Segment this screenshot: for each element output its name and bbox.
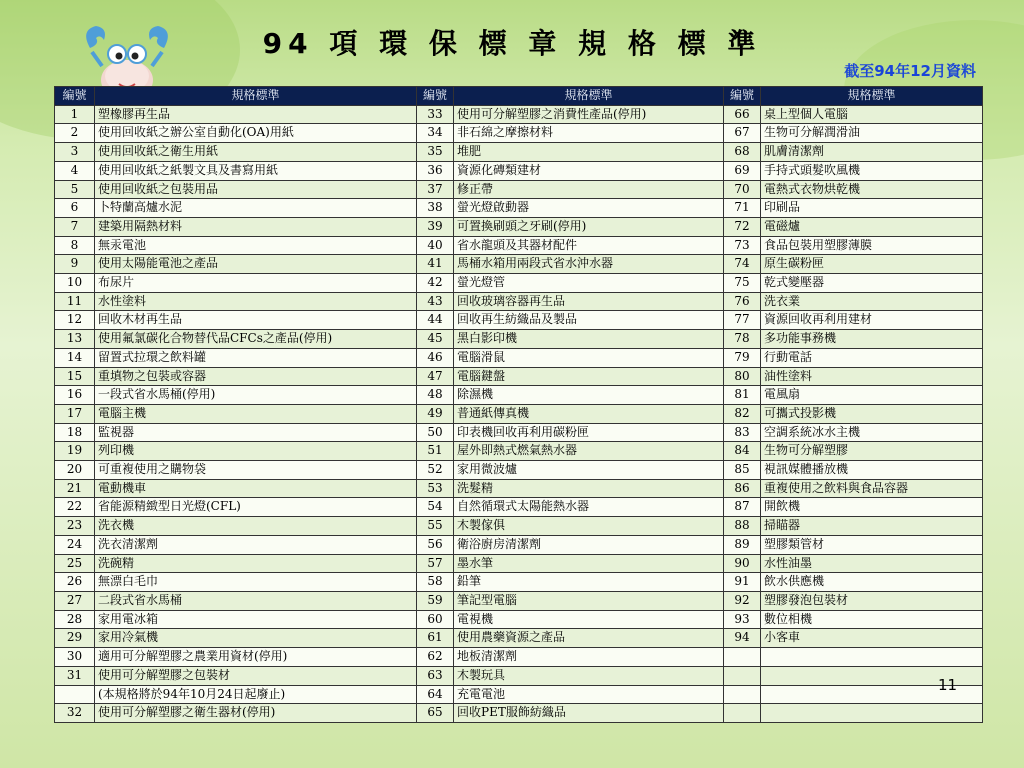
table-cell-spec: 掃瞄器: [761, 517, 983, 536]
table-cell-spec: 堆肥: [454, 143, 724, 162]
table-cell-spec: 家用微波爐: [454, 461, 724, 480]
table-cell-number: 91: [724, 573, 761, 592]
table-cell-spec: 黑白影印機: [454, 330, 724, 349]
table-row: [55, 573, 983, 592]
table-cell-number: 10: [55, 274, 95, 293]
table-cell-spec: 使用農藥資源之產品: [454, 629, 724, 648]
table-row: [55, 629, 983, 648]
table-cell-spec: 視訊媒體播放機: [761, 461, 983, 480]
table-cell-spec: 印刷品: [761, 199, 983, 218]
table-row: [55, 348, 983, 367]
table-cell-spec: 手持式頭髮吹風機: [761, 161, 983, 180]
table-body: [55, 105, 983, 722]
table-row: [55, 704, 983, 723]
table-cell-number: 69: [724, 161, 761, 180]
table-cell-spec: 建築用隔熱材料: [95, 217, 417, 236]
table-cell-spec: 使用太陽能電池之產品: [95, 255, 417, 274]
table-cell-number: 35: [417, 143, 454, 162]
table-cell-spec: 飲水供應機: [761, 573, 983, 592]
table-cell-number: 87: [724, 498, 761, 517]
table-cell-number: 45: [417, 330, 454, 349]
table-cell-spec: 小客車: [761, 629, 983, 648]
table-cell-number: 8: [55, 236, 95, 255]
table-cell-number: 42: [417, 274, 454, 293]
table-cell-spec: 留置式拉環之飲料罐: [95, 348, 417, 367]
table-cell-number: 61: [417, 629, 454, 648]
table-cell-number: 53: [417, 479, 454, 498]
table-cell-number: 9: [55, 255, 95, 274]
table-cell-number: 18: [55, 423, 95, 442]
table-row: [55, 274, 983, 293]
table-cell-spec: [761, 704, 983, 723]
table-cell-spec: 印表機回收再利用碳粉匣: [454, 423, 724, 442]
table-cell-spec: 墨水筆: [454, 554, 724, 573]
table-cell-spec: 洗衣業: [761, 292, 983, 311]
column-header: 規格標準: [761, 87, 983, 106]
table-cell-number: 85: [724, 461, 761, 480]
table-cell-number: 14: [55, 348, 95, 367]
table-cell-spec: 普通紙傳真機: [454, 404, 724, 423]
table-cell-number: 64: [417, 685, 454, 704]
table-cell-number: 79: [724, 348, 761, 367]
table-cell-number: 30: [55, 648, 95, 667]
table-cell-spec: 水性油墨: [761, 554, 983, 573]
table-cell-spec: 電磁爐: [761, 217, 983, 236]
table-cell-spec: 適用可分解塑膠之農業用資材(停用): [95, 648, 417, 667]
table-cell-number: 16: [55, 386, 95, 405]
table-cell-spec: 塑橡膠再生品: [95, 105, 417, 124]
table-cell-number: [724, 648, 761, 667]
table-cell-number: [55, 685, 95, 704]
table-cell-spec: 使用回收紙之紙製文具及書寫用紙: [95, 161, 417, 180]
table-cell-spec: 螢光燈管: [454, 274, 724, 293]
table-cell-number: 90: [724, 554, 761, 573]
table-cell-spec: 使用可分解塑膠之衛生器材(停用): [95, 704, 417, 723]
table-cell-spec: 除濕機: [454, 386, 724, 405]
table-cell-number: 77: [724, 311, 761, 330]
table-cell-spec: 鉛筆: [454, 573, 724, 592]
table-cell-number: 11: [55, 292, 95, 311]
table-cell-spec: 非石綿之摩擦材料: [454, 124, 724, 143]
table-cell-number: 81: [724, 386, 761, 405]
date-note: 截至94年12月資料: [844, 62, 976, 80]
table-cell-number: 6: [55, 199, 95, 218]
table-cell-spec: 使用回收紙之衛生用紙: [95, 143, 417, 162]
table-cell-number: 5: [55, 180, 95, 199]
table-row: [55, 311, 983, 330]
table-row: [55, 367, 983, 386]
table-cell-spec: 生物可分解塑膠: [761, 442, 983, 461]
table-cell-spec: 原生碳粉匣: [761, 255, 983, 274]
table-row: [55, 591, 983, 610]
table-cell-number: 37: [417, 180, 454, 199]
table-cell-number: 62: [417, 648, 454, 667]
table-row: [55, 517, 983, 536]
table-cell-spec: 回收再生紡織品及製品: [454, 311, 724, 330]
table-cell-number: 43: [417, 292, 454, 311]
column-header: 編號: [417, 87, 454, 106]
table-cell-spec: 可攜式投影機: [761, 404, 983, 423]
table-cell-spec: 布尿片: [95, 274, 417, 293]
table-cell-spec: 資源化磚類建材: [454, 161, 724, 180]
table-cell-spec: 可重複使用之購物袋: [95, 461, 417, 480]
table-row: [55, 217, 983, 236]
table-cell-spec: 一段式省水馬桶(停用): [95, 386, 417, 405]
table-cell-number: 32: [55, 704, 95, 723]
table-cell-spec: 洗衣清潔劑: [95, 535, 417, 554]
table-cell-spec: 資源回收再利用建材: [761, 311, 983, 330]
table-cell-spec: 馬桶水箱用兩段式省水沖水器: [454, 255, 724, 274]
table-cell-number: 49: [417, 404, 454, 423]
table-cell-spec: 食品包裝用塑膠薄膜: [761, 236, 983, 255]
table-cell-spec: 開飲機: [761, 498, 983, 517]
table-cell-number: 60: [417, 610, 454, 629]
table-cell-number: [724, 704, 761, 723]
table-cell-number: 89: [724, 535, 761, 554]
column-header: 編號: [55, 87, 95, 106]
table-cell-spec: 木製玩具: [454, 666, 724, 685]
table-cell-spec: [761, 648, 983, 667]
table-cell-number: 44: [417, 311, 454, 330]
table-cell-number: 58: [417, 573, 454, 592]
table-cell-number: 22: [55, 498, 95, 517]
table-cell-spec: 家用冷氣機: [95, 629, 417, 648]
table-cell-number: 51: [417, 442, 454, 461]
table-cell-number: 70: [724, 180, 761, 199]
table-cell-spec: 省能源精緻型日光燈(CFL): [95, 498, 417, 517]
table-cell-number: 72: [724, 217, 761, 236]
table-cell-spec: 回收玻璃容器再生品: [454, 292, 724, 311]
table-cell-spec: 電視機: [454, 610, 724, 629]
table-cell-number: 3: [55, 143, 95, 162]
table-row: [55, 236, 983, 255]
table-cell-spec: 自然循環式太陽能熱水器: [454, 498, 724, 517]
table-cell-spec: 生物可分解潤滑油: [761, 124, 983, 143]
table-row: [55, 666, 983, 685]
table-cell-spec: 重填物之包裝或容器: [95, 367, 417, 386]
table-row: [55, 461, 983, 480]
column-header: 規格標準: [454, 87, 724, 106]
table-cell-spec: 電風扇: [761, 386, 983, 405]
table-cell-number: 50: [417, 423, 454, 442]
table-cell-spec: 油性塗料: [761, 367, 983, 386]
spec-table: [54, 86, 983, 723]
table-cell-spec: 省水龍頭及其器材配件: [454, 236, 724, 255]
table-cell-number: 86: [724, 479, 761, 498]
table-cell-spec: 衛浴廚房清潔劑: [454, 535, 724, 554]
column-header: 編號: [724, 87, 761, 106]
table-cell-spec: 數位相機: [761, 610, 983, 629]
table-cell-number: 28: [55, 610, 95, 629]
table-cell-number: 88: [724, 517, 761, 536]
table-cell-spec: 多功能事務機: [761, 330, 983, 349]
table-cell-spec: 筆記型電腦: [454, 591, 724, 610]
table-cell-number: 19: [55, 442, 95, 461]
table-row: [55, 199, 983, 218]
table-header-row: [55, 87, 983, 106]
table-cell-number: 34: [417, 124, 454, 143]
table-row: [55, 535, 983, 554]
table-cell-spec: 使用可分解塑膠之包裝材: [95, 666, 417, 685]
table-cell-spec: 使用可分解塑膠之消費性產品(停用): [454, 105, 724, 124]
table-cell-spec: 修正帶: [454, 180, 724, 199]
table-row: [55, 255, 983, 274]
table-cell-spec: 列印機: [95, 442, 417, 461]
table-cell-number: 27: [55, 591, 95, 610]
table-cell-spec: 家用電冰箱: [95, 610, 417, 629]
table-cell-number: 84: [724, 442, 761, 461]
page-number: 11: [938, 676, 958, 694]
table-cell-spec: 洗碗精: [95, 554, 417, 573]
table-cell-number: 83: [724, 423, 761, 442]
page-title: 94 項 環 保 標 章 規 格 標 準: [262, 27, 762, 60]
table-cell-number: 24: [55, 535, 95, 554]
table-cell-number: 40: [417, 236, 454, 255]
table-cell-number: 93: [724, 610, 761, 629]
table-cell-spec: 無漂白毛巾: [95, 573, 417, 592]
table-cell-spec: 無汞電池: [95, 236, 417, 255]
table-cell-spec: 木製傢俱: [454, 517, 724, 536]
table-cell-number: 67: [724, 124, 761, 143]
table-cell-spec: 電腦滑鼠: [454, 348, 724, 367]
table-cell-spec: 電動機車: [95, 479, 417, 498]
table-cell-number: 78: [724, 330, 761, 349]
table-row: [55, 404, 983, 423]
table-cell-number: 71: [724, 199, 761, 218]
table-cell-number: 41: [417, 255, 454, 274]
table-cell-number: 15: [55, 367, 95, 386]
table-cell-number: 92: [724, 591, 761, 610]
table-cell-number: 55: [417, 517, 454, 536]
table-cell-number: 76: [724, 292, 761, 311]
table-row: [55, 423, 983, 442]
table-cell-spec: 電熱式衣物烘乾機: [761, 180, 983, 199]
table-cell-spec: 充電電池: [454, 685, 724, 704]
table-cell-spec: 塑膠發泡包裝材: [761, 591, 983, 610]
table-row: [55, 386, 983, 405]
table-cell-number: 66: [724, 105, 761, 124]
table-cell-number: 63: [417, 666, 454, 685]
table-cell-number: 20: [55, 461, 95, 480]
table-cell-number: 54: [417, 498, 454, 517]
table-cell-spec: 使用回收紙之包裝用品: [95, 180, 417, 199]
table-cell-number: 73: [724, 236, 761, 255]
table-cell-number: 4: [55, 161, 95, 180]
table-row: [55, 685, 983, 704]
table-cell-number: [724, 685, 761, 704]
table-cell-number: 47: [417, 367, 454, 386]
table-cell-number: 26: [55, 573, 95, 592]
column-header: 規格標準: [95, 87, 417, 106]
table-cell-spec: 塑膠類管材: [761, 535, 983, 554]
table-cell-number: [724, 666, 761, 685]
table-cell-spec: 回收木材再生品: [95, 311, 417, 330]
table-cell-spec: 使用氟氯碳化合物替代品CFCs之產品(停用): [95, 330, 417, 349]
table-cell-number: 2: [55, 124, 95, 143]
table-cell-spec: 監視器: [95, 423, 417, 442]
table-cell-number: 94: [724, 629, 761, 648]
table-row: [55, 161, 983, 180]
table-cell-number: 31: [55, 666, 95, 685]
table-cell-number: 1: [55, 105, 95, 124]
table-cell-spec: 洗衣機: [95, 517, 417, 536]
table-row: [55, 610, 983, 629]
table-cell-spec: 屋外即熱式燃氣熱水器: [454, 442, 724, 461]
table-row: [55, 648, 983, 667]
table-row: [55, 124, 983, 143]
table-row: [55, 442, 983, 461]
table-cell-spec: 卜特蘭高爐水泥: [95, 199, 417, 218]
table-cell-number: 57: [417, 554, 454, 573]
table-row: [55, 292, 983, 311]
table-cell-number: 56: [417, 535, 454, 554]
table-cell-number: 46: [417, 348, 454, 367]
table-cell-number: 74: [724, 255, 761, 274]
table-row: [55, 554, 983, 573]
table-cell-number: 29: [55, 629, 95, 648]
table-cell-number: 59: [417, 591, 454, 610]
table-cell-spec: 重複使用之飲料與食品容器: [761, 479, 983, 498]
table-row: [55, 498, 983, 517]
table-cell-number: 13: [55, 330, 95, 349]
table-cell-number: 25: [55, 554, 95, 573]
table-cell-spec: 地板清潔劑: [454, 648, 724, 667]
table-row: [55, 180, 983, 199]
table-cell-number: 39: [417, 217, 454, 236]
table-cell-number: 48: [417, 386, 454, 405]
table-cell-number: 23: [55, 517, 95, 536]
table-cell-number: 75: [724, 274, 761, 293]
table-cell-spec: 螢光燈啟動器: [454, 199, 724, 218]
table-cell-spec: 水性塗料: [95, 292, 417, 311]
table-row: [55, 143, 983, 162]
table-cell-number: 12: [55, 311, 95, 330]
table-cell-spec: 行動電話: [761, 348, 983, 367]
table-cell-number: 17: [55, 404, 95, 423]
table-cell-number: 21: [55, 479, 95, 498]
table-cell-spec: 電腦鍵盤: [454, 367, 724, 386]
table-cell-number: 7: [55, 217, 95, 236]
table-row: [55, 330, 983, 349]
table-cell-number: 65: [417, 704, 454, 723]
table-cell-spec: 二段式省水馬桶: [95, 591, 417, 610]
table-cell-spec: 桌上型個人電腦: [761, 105, 983, 124]
table-cell-spec: 電腦主機: [95, 404, 417, 423]
table-cell-number: 38: [417, 199, 454, 218]
table-cell-spec: (本規格將於94年10月24日起廢止): [95, 685, 417, 704]
table-cell-number: 82: [724, 404, 761, 423]
table-cell-spec: 洗髮精: [454, 479, 724, 498]
table-row: [55, 105, 983, 124]
table-cell-number: 36: [417, 161, 454, 180]
table-cell-number: 80: [724, 367, 761, 386]
table-cell-spec: 回收PET服飾紡織品: [454, 704, 724, 723]
table-cell-spec: 使用回收紙之辦公室自動化(OA)用紙: [95, 124, 417, 143]
table-cell-spec: 空調系統冰水主機: [761, 423, 983, 442]
table-cell-number: 68: [724, 143, 761, 162]
table-cell-spec: 肌膚清潔劑: [761, 143, 983, 162]
table-cell-number: 33: [417, 105, 454, 124]
table-cell-spec: 乾式變壓器: [761, 274, 983, 293]
table-cell-spec: 可置換刷頭之牙刷(停用): [454, 217, 724, 236]
table-row: [55, 479, 983, 498]
table-cell-number: 52: [417, 461, 454, 480]
